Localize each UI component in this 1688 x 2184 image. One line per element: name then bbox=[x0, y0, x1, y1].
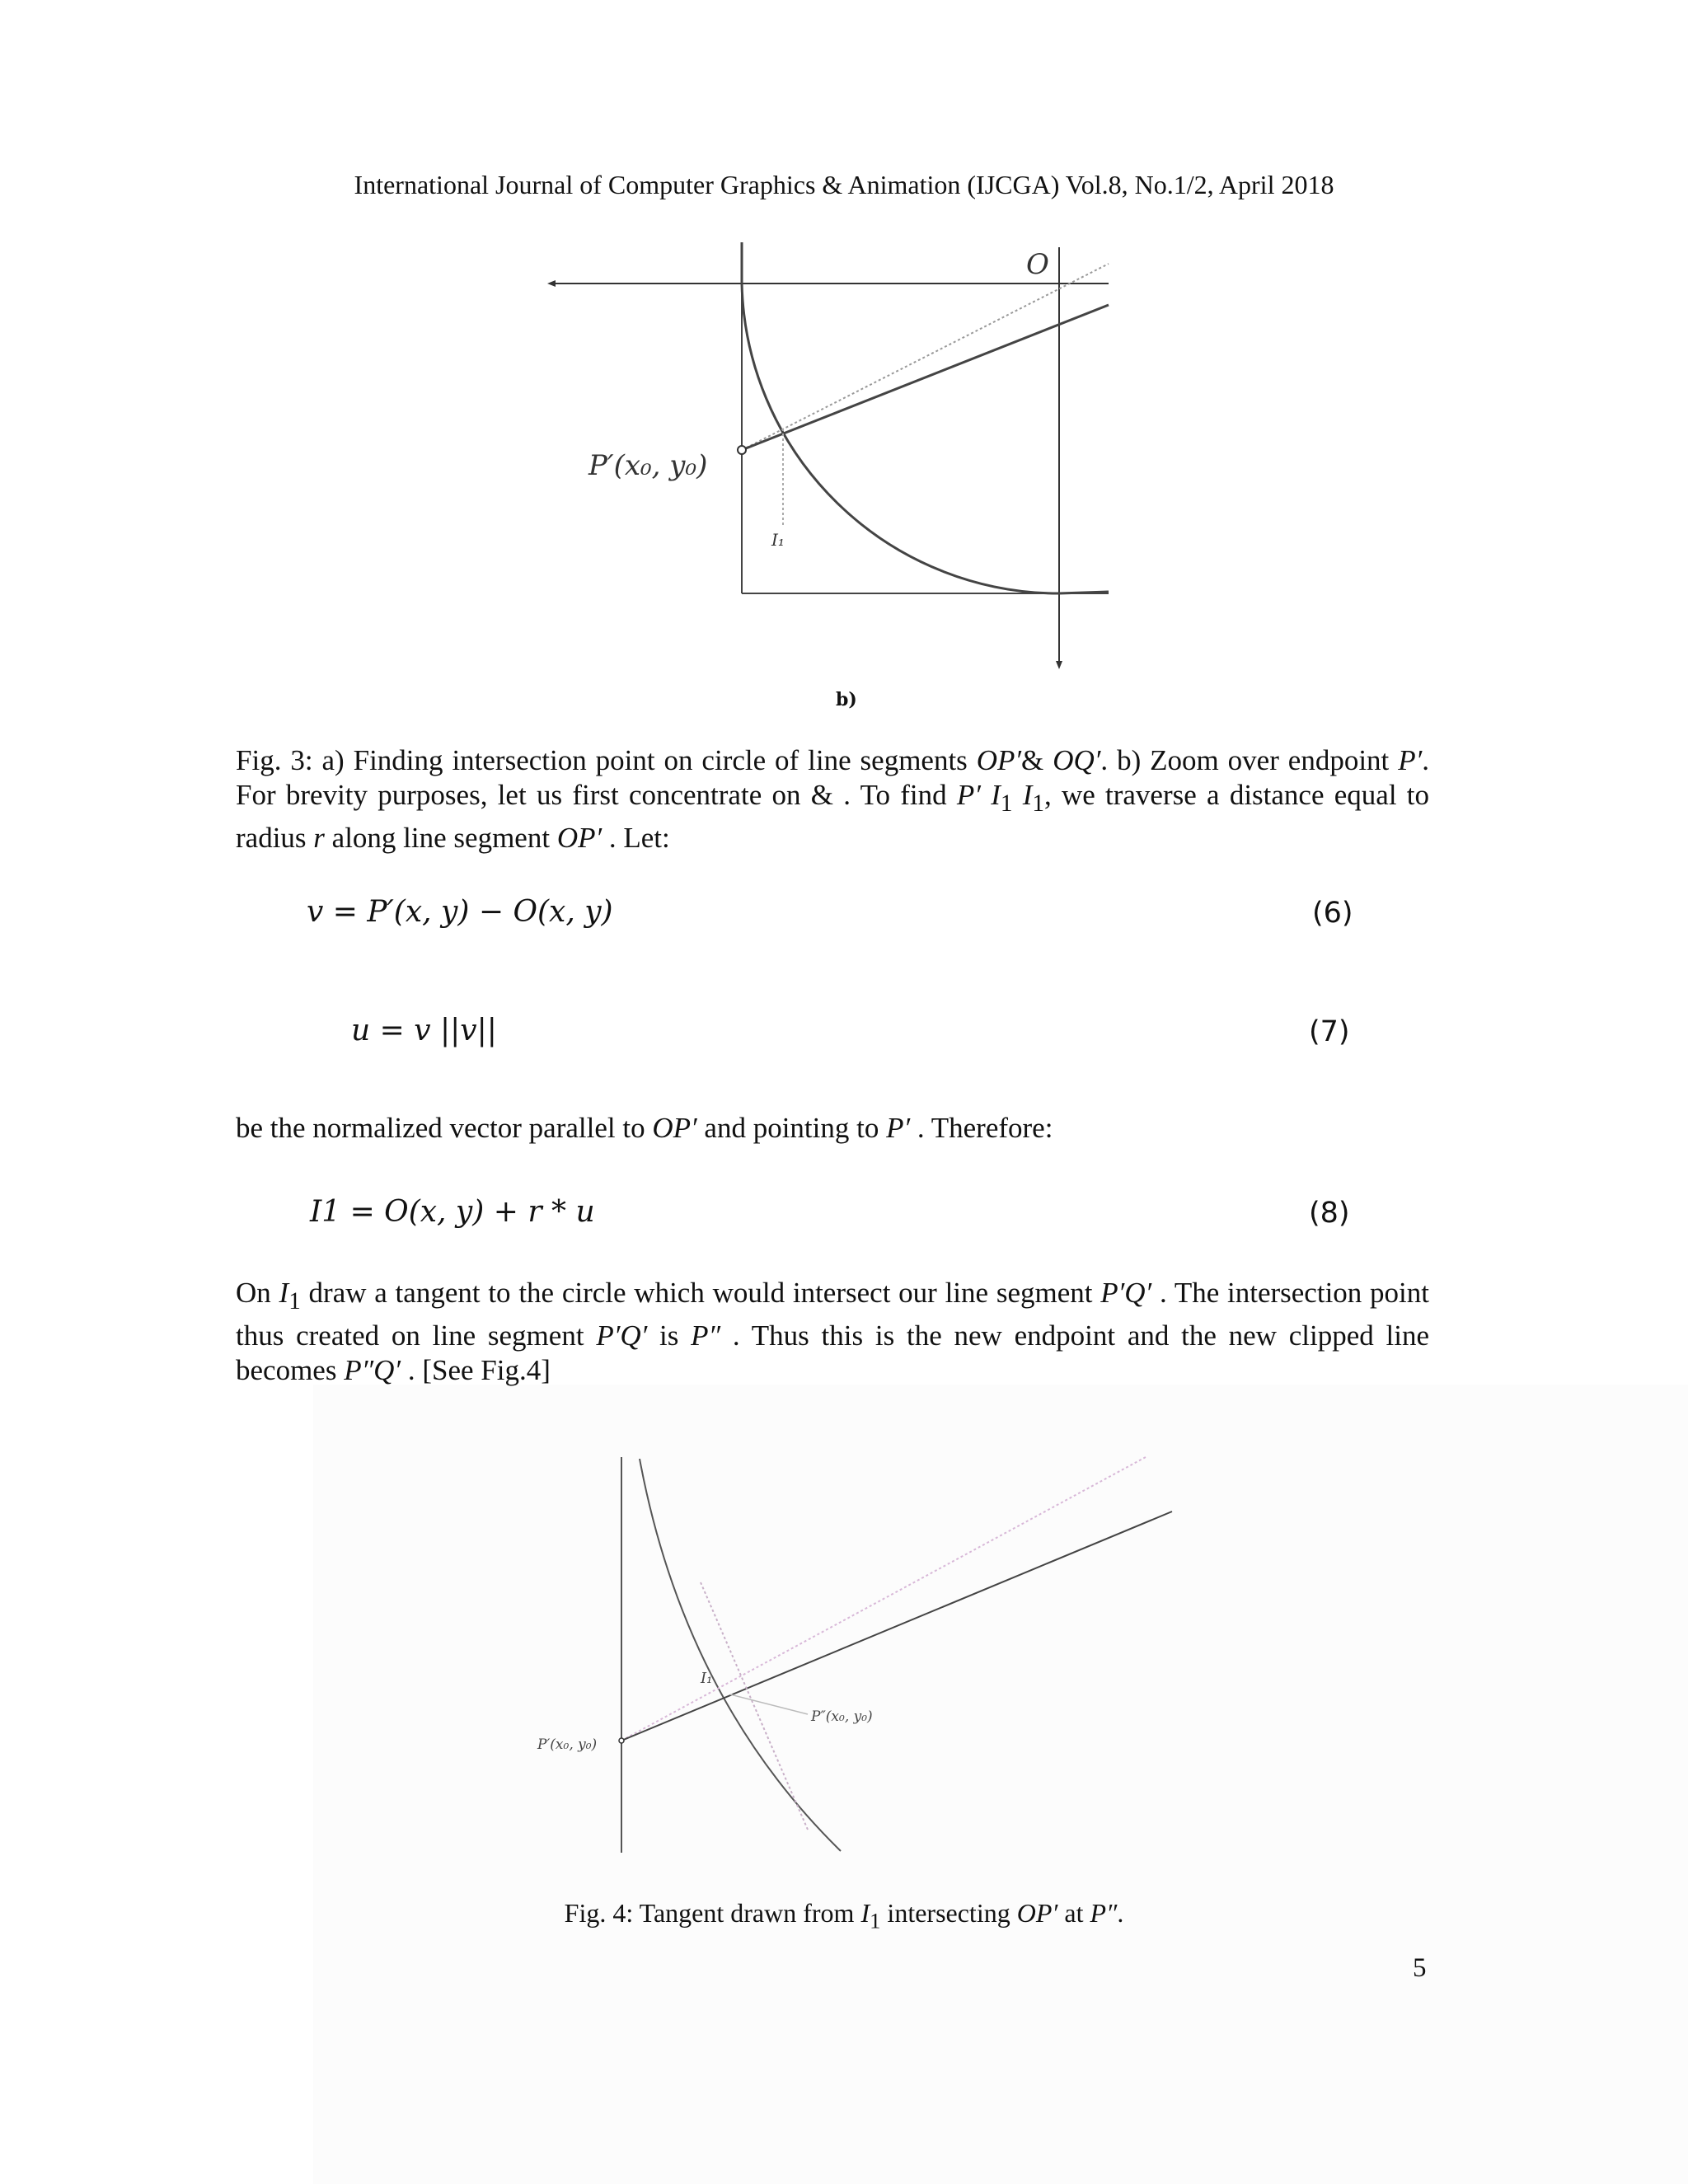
caption-text: . Let: bbox=[602, 822, 670, 854]
body-text: . The intersection point thus created on line segment bbox=[236, 1277, 1429, 1352]
fig4-label-i1: I₁ bbox=[701, 1670, 713, 1687]
math-r: r bbox=[313, 822, 325, 854]
fig3-left-arrow-icon bbox=[547, 280, 556, 287]
paragraph-3 bbox=[236, 1276, 1429, 1388]
body-text: . Thus this is the new endpoint and the new clipped line becomes bbox=[236, 1319, 1429, 1386]
fig4-dotted-line-op bbox=[621, 1457, 1146, 1741]
math-pq: P′Q′ bbox=[596, 1319, 648, 1352]
fig4-label-pp: P′(x₀, y₀) bbox=[537, 1736, 598, 1753]
equation-6-number: (6) bbox=[1312, 897, 1353, 930]
math-i: I bbox=[860, 1898, 870, 1928]
math-p: P′ bbox=[886, 1112, 911, 1144]
caption-text: at bbox=[1057, 1898, 1090, 1928]
fig4-pointer-line bbox=[730, 1694, 808, 1714]
math-op: OP′ bbox=[1016, 1898, 1058, 1928]
fig4-caption bbox=[0, 1898, 1688, 1933]
caption-text: , we traverse a distance equal to radius bbox=[236, 779, 1430, 854]
caption-text: Fig. 4: Tangent drawn from bbox=[564, 1898, 861, 1928]
math-i: I bbox=[279, 1277, 289, 1309]
equation-8: I1 = O(x, y) + r * u bbox=[310, 1195, 595, 1229]
math-sub: 1 bbox=[870, 1908, 881, 1933]
math-sub: 1 bbox=[1000, 790, 1013, 817]
equation-8-number: (8) bbox=[1309, 1197, 1350, 1230]
body-text: is bbox=[647, 1319, 692, 1352]
caption-text: & bbox=[1021, 744, 1053, 776]
equation-6: v = P′(x, y) − O(x, y) bbox=[307, 895, 613, 929]
math-i: I bbox=[1022, 779, 1033, 811]
page-number: 5 bbox=[1413, 1953, 1427, 1983]
figure-3b-drawing bbox=[544, 231, 1137, 692]
math-sub: 1 bbox=[1032, 790, 1044, 817]
equation-7: u = v ||v|| bbox=[351, 1014, 497, 1047]
body-text: draw a tangent to the circle which would intersect our line segment bbox=[300, 1277, 1101, 1309]
math-oq: OQ′ bbox=[1053, 744, 1101, 776]
fig4-circle-arc bbox=[640, 1459, 841, 1851]
math-p: P′ bbox=[1398, 744, 1423, 776]
math-i: I bbox=[991, 779, 1001, 811]
fig3-label-i1: I₁ bbox=[771, 530, 785, 550]
fig3-label-o: O bbox=[1026, 248, 1049, 281]
math-pp: P″ bbox=[691, 1319, 721, 1352]
figure-4-drawing bbox=[528, 1451, 1187, 1863]
fig4-line-segment bbox=[621, 1511, 1172, 1741]
fig3-sublabel: b) bbox=[836, 689, 857, 710]
equation-7-number: (7) bbox=[1309, 1015, 1350, 1048]
caption-text: . bbox=[1117, 1898, 1124, 1928]
fig4-label-ppp: P″(x₀, y₀) bbox=[811, 1708, 873, 1725]
paragraph-2 bbox=[236, 1111, 1429, 1146]
caption-text: Fig. 3: a) Finding intersection point on circle of line segments bbox=[236, 744, 977, 776]
fig4-tangent-line bbox=[701, 1582, 808, 1830]
caption-text: along line segment bbox=[324, 822, 557, 854]
math-pq: P′Q′ bbox=[1100, 1277, 1152, 1309]
fig3-down-arrow-icon bbox=[1056, 661, 1062, 669]
figure-3b bbox=[544, 231, 1137, 692]
caption-text: . b) Zoom over endpoint bbox=[1100, 744, 1399, 776]
math-op: OP′ bbox=[976, 744, 1022, 776]
fig3-dotted-line-op bbox=[742, 264, 1109, 450]
fig3-caption bbox=[236, 743, 1429, 855]
figure-4 bbox=[528, 1451, 1187, 1863]
math-pp: P″ bbox=[1090, 1898, 1118, 1928]
body-text: and pointing to bbox=[696, 1112, 887, 1144]
fig3-line-segment bbox=[742, 305, 1109, 450]
math-p: P′ bbox=[956, 779, 981, 811]
math-ppq: P″Q′ bbox=[344, 1354, 401, 1386]
fig3-circle-arc bbox=[742, 284, 1109, 593]
math-sub: 1 bbox=[288, 1288, 301, 1315]
fig4-point-p bbox=[619, 1738, 624, 1743]
body-text: be the normalized vector parallel to bbox=[236, 1112, 653, 1144]
running-header: International Journal of Computer Graphics & Animation (IJCGA) Vol.8, No.1/2, April 2018 bbox=[354, 170, 1334, 199]
body-text: . Therefore: bbox=[910, 1112, 1053, 1144]
caption-text: intersecting bbox=[880, 1898, 1017, 1928]
math-op: OP′ bbox=[556, 822, 603, 854]
body-text: . [See Fig.4] bbox=[401, 1354, 551, 1386]
math-op: OP′ bbox=[652, 1112, 697, 1144]
fig3-label-p: P′(x₀, y₀) bbox=[588, 449, 708, 482]
caption-text: . For brevity purposes, let us first concentrate on & . To find bbox=[236, 744, 1429, 811]
body-text: On bbox=[236, 1277, 279, 1309]
fig3-point-p bbox=[738, 446, 746, 454]
